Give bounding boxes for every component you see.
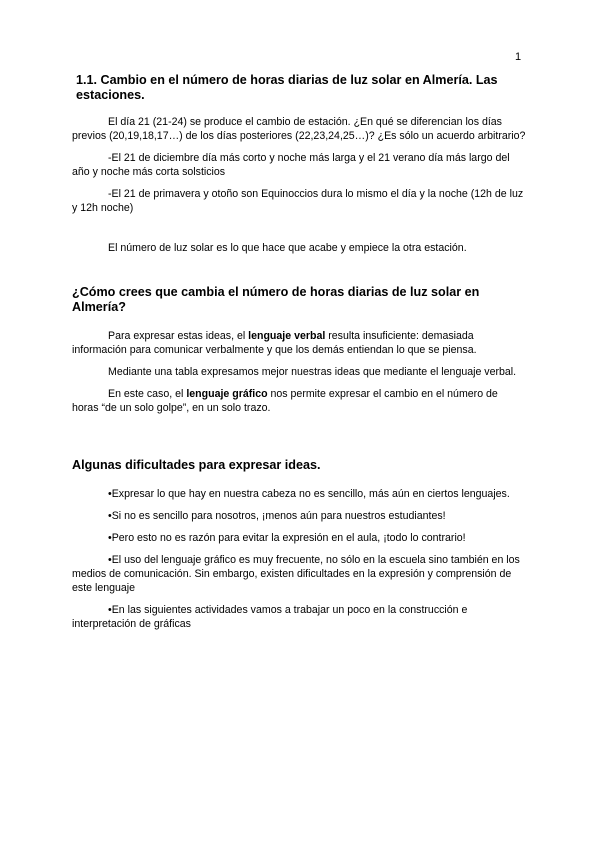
bullet-item: •Pero esto no es razón para evitar la expresión en el aula, ¡todo lo contrario! [108, 532, 466, 544]
bullet-item: •En las siguientes actividades vamos a trabajar un poco en la construcción e interpretación de gráficas [72, 604, 468, 630]
document-body [72, 73, 527, 639]
text-segment: resulta insuficiente: demasiada información para comunicar verbalmente y que los demás entiendan lo que se piensa. [72, 330, 477, 356]
bullet-item: •Expresar lo que hay en nuestra cabeza no es sencillo, más aún en ciertos lenguajes. [108, 488, 510, 500]
paragraph-equinoccios: -El 21 de primavera y otoño son Equinoccios dura lo mismo el día y la noche (12h de luz y 12h noche) [72, 188, 524, 214]
paragraph-tabla: Mediante una tabla expresamos mejor nuestras ideas que mediante el lenguaje verbal. [108, 366, 517, 378]
paragraph-cambio-estacion: El día 21 (21-24) se produce el cambio de estación. ¿En qué se diferencian los días previos (20,19,18,17…) de los días posteriores (22,23,24,25…)? ¿Es sólo un acuerdo arbitrario? [72, 116, 526, 142]
bold-term-lenguaje-verbal: lenguaje verbal [248, 330, 326, 342]
bullet-item: •Si no es sencillo para nosotros, ¡menos aún para nuestros estudiantes! [108, 510, 446, 522]
text-segment: Para expresar estas ideas, el [108, 330, 249, 342]
paragraph-luz-solar: El número de luz solar es lo que hace que acabe y empiece la otra estación. [108, 242, 467, 254]
paragraph-lenguaje-grafico [72, 387, 527, 415]
bullet-item: •El uso del lenguaje gráfico es muy frecuente, no sólo en la escuela sino también en los medios de comunicación. Sin embargo, existen dificultades en la expresión y comprensión de este lenguaje [72, 554, 520, 594]
text-segment: nos permite expresar el cambio en el número de horas “de un solo golpe”, en un solo trazo. [72, 388, 498, 414]
section-title-estaciones: 1.1. Cambio en el número de horas diarias de luz solar en Almería. Las estaciones. [76, 73, 498, 102]
paragraph-solsticios: -El 21 de diciembre día más corto y noche más larga y el 21 verano día más largo del año y noche más corta solsticios [72, 152, 510, 178]
section-title-dificultades: Algunas dificultades para expresar ideas. [72, 458, 321, 472]
text-segment: En este caso, el [108, 388, 187, 400]
page-number: 1 [515, 51, 522, 63]
section-title-como-cambia: ¿Cómo crees que cambia el número de horas diarias de luz solar en Almería? [72, 285, 480, 314]
bold-term-lenguaje-grafico: lenguaje gráfico [186, 388, 268, 400]
paragraph-lenguaje-verbal [72, 329, 527, 357]
